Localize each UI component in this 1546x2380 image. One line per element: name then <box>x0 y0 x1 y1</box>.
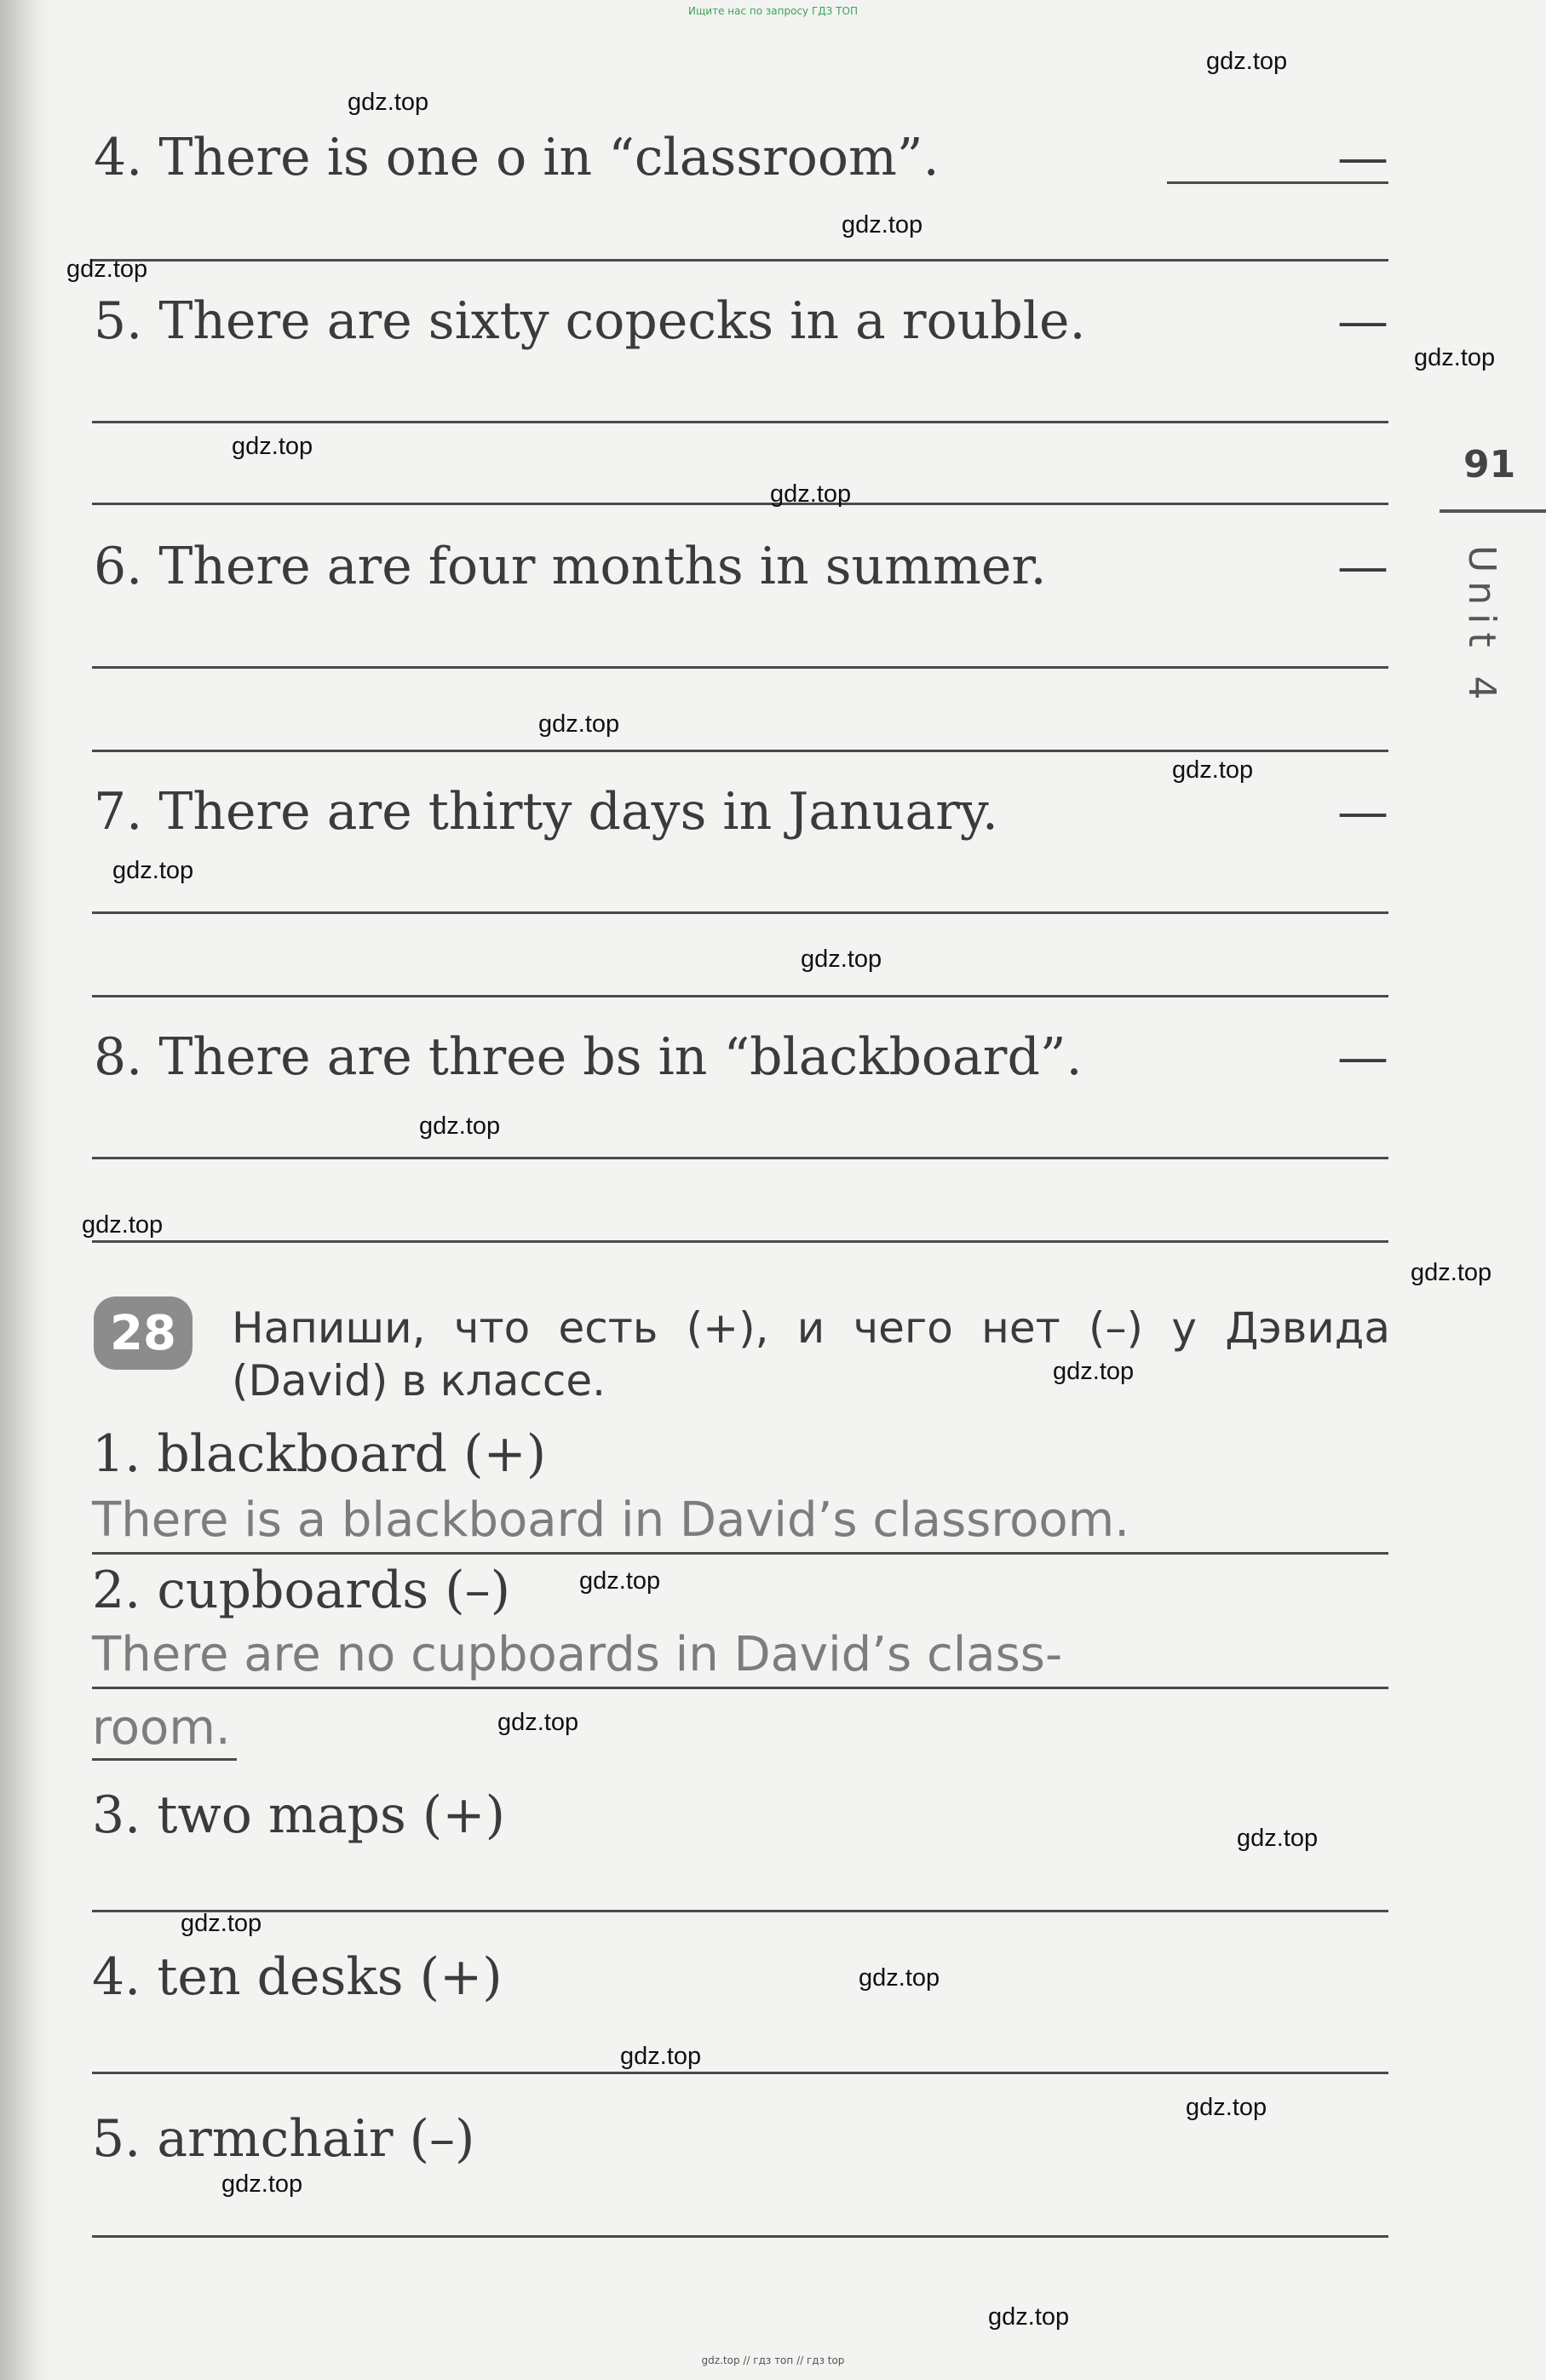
watermark: gdz.top <box>988 2303 1070 2331</box>
watermark: gdz.top <box>1053 1358 1135 1385</box>
answer-line[interactable] <box>92 1240 1388 1243</box>
answer-line[interactable] <box>92 259 1388 262</box>
item-5-label: 5. armchair (–) <box>92 2109 475 2169</box>
answer-line[interactable] <box>92 421 1388 423</box>
answer-line[interactable] <box>92 1910 1388 1912</box>
answer-line[interactable] <box>92 1552 1388 1555</box>
watermark: gdz.top <box>497 1709 579 1736</box>
watermark: gdz.top <box>859 1964 940 1992</box>
watermark: gdz.top <box>801 946 882 973</box>
sentence-8 <box>94 1027 1388 1087</box>
watermark: gdz.top <box>1172 756 1254 784</box>
item-1-answer: There is a blackboard in David’s classroom. <box>92 1492 1129 1548</box>
answer-line[interactable] <box>92 1687 1388 1689</box>
watermark: gdz.top <box>579 1567 661 1595</box>
sentence-text: 5. There are sixty copecks in a rouble. <box>94 291 1086 351</box>
watermark: gdz.top <box>538 710 620 738</box>
watermark: gdz.top <box>842 211 923 239</box>
answer-line[interactable] <box>92 911 1388 914</box>
watermark: gdz.top <box>221 2170 303 2198</box>
task-instruction: Напиши, что есть (+), и чего нет (–) у Дэвида (David) в классе. <box>232 1303 1390 1406</box>
answer-line[interactable] <box>1167 181 1388 184</box>
watermark: gdz.top <box>1186 2094 1267 2121</box>
page-number-rule <box>1440 509 1546 513</box>
sentence-5 <box>94 291 1388 351</box>
watermark: gdz.top <box>620 2043 702 2070</box>
page-binding-shadow <box>0 0 51 2380</box>
answer-line[interactable] <box>92 2072 1388 2074</box>
watermark: gdz.top <box>181 1910 262 1937</box>
sentence-4 <box>94 128 1388 187</box>
item-3-label: 3. two maps (+) <box>92 1785 506 1845</box>
watermark: gdz.top <box>770 480 852 508</box>
answer-line[interactable] <box>92 1157 1388 1159</box>
sentence-7 <box>94 782 1388 842</box>
item-2-answer-continued: room. <box>92 1700 231 1756</box>
watermark: gdz.top <box>82 1211 164 1239</box>
sentence-dash: — <box>1337 291 1388 351</box>
answer-line[interactable] <box>92 750 1388 752</box>
watermark: gdz.top <box>66 256 148 283</box>
sentence-dash: — <box>1337 782 1388 842</box>
sentence-text: 4. There is one o in “classroom”. <box>94 128 940 187</box>
item-1-label: 1. blackboard (+) <box>92 1424 547 1484</box>
sentence-dash: — <box>1337 128 1388 187</box>
watermark: gdz.top <box>1414 344 1496 371</box>
unit-label: Unit 4 <box>1460 545 1503 709</box>
item-4-label: 4. ten desks (+) <box>92 1947 503 2007</box>
watermark: gdz.top <box>1411 1259 1492 1286</box>
sentence-text: 6. There are four months in summer. <box>94 537 1047 596</box>
item-2-answer: There are no cupboards in David’s class- <box>92 1627 1063 1682</box>
watermark: gdz.top <box>348 89 429 116</box>
answer-line[interactable] <box>92 2235 1388 2238</box>
watermark: gdz.top <box>1206 48 1288 75</box>
answer-line[interactable] <box>92 503 1388 505</box>
watermark: gdz.top <box>1237 1825 1319 1852</box>
watermark: gdz.top <box>232 433 313 460</box>
watermark: gdz.top <box>112 857 194 884</box>
task-number-badge: 28 <box>94 1296 193 1370</box>
item-2-label: 2. cupboards (–) <box>92 1561 511 1620</box>
bottom-banner[interactable]: gdz.top // гдз топ // гдз top <box>701 2354 845 2366</box>
sentence-6 <box>94 537 1388 596</box>
answer-line[interactable] <box>92 995 1388 997</box>
answer-line[interactable] <box>92 666 1388 669</box>
watermark: gdz.top <box>419 1112 501 1140</box>
sentence-text: 7. There are thirty days in January. <box>94 782 998 842</box>
sentence-dash: — <box>1337 537 1388 596</box>
page-number: 91 <box>1463 443 1516 486</box>
sentence-text: 8. There are three bs in “blackboard”. <box>94 1027 1083 1087</box>
answer-line[interactable] <box>92 1758 237 1761</box>
top-banner[interactable]: Ищите нас по запросу ГДЗ ТОП <box>688 5 858 17</box>
sentence-dash: — <box>1337 1027 1388 1087</box>
